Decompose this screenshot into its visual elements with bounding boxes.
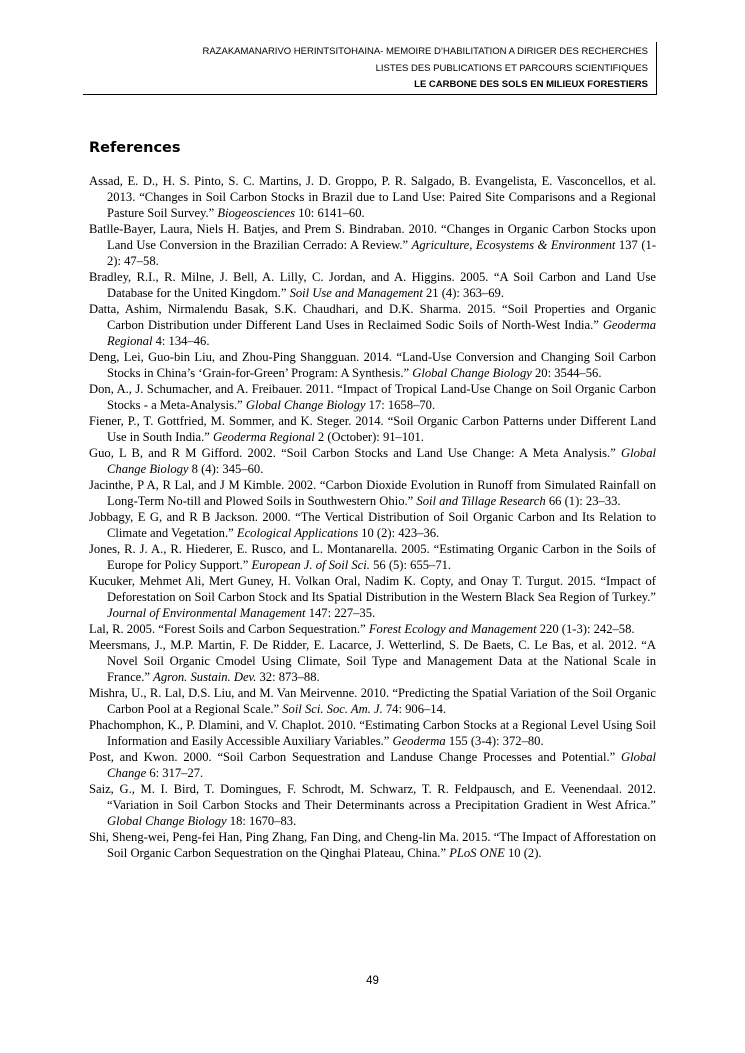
reference-journal: PLoS ONE bbox=[449, 846, 505, 860]
reference-details: 10: 6141–60. bbox=[295, 206, 365, 220]
reference-text: Guo, L B, and R M Gifford. 2002. “Soil Carbon Stocks and Land Use Change: A Meta Analysis.” bbox=[89, 446, 622, 460]
reference-details: 6: 317–27. bbox=[146, 766, 204, 780]
reference-text: Batlle-Bayer, Laura, Niels H. Batjes, and Prem S. Bindraban. 2010. “Changes in Organic Carbon Stocks upon Land Use Conversion in the Brazilian Cerrado: A Review.” bbox=[89, 222, 656, 252]
reference-entry bbox=[89, 301, 656, 349]
reference-entry bbox=[89, 717, 656, 749]
reference-text: Shi, Sheng-wei, Peng-fei Han, Ping Zhang, Fan Ding, and Cheng-lin Ma. 2015. “The Impact of Afforestation on Soil Organic Carbon Sequestration on the Qinghai Plateau, China.” bbox=[89, 830, 656, 860]
reference-journal: Journal of Environmental Management bbox=[107, 606, 306, 620]
reference-text: Datta, Ashim, Nirmalendu Basak, S.K. Chaudhari, and D.K. Sharma. 2015. “Soil Properties and Organic Carbon Distribution under Different Land Uses in Reclaimed Sodic Soils of North-West India.” bbox=[89, 302, 656, 332]
reference-details: 10 (2): 423–36. bbox=[358, 526, 440, 540]
page-number: 49 bbox=[366, 975, 379, 987]
reference-text: Meersmans, J., M.P. Martin, F. De Ridder, E. Lacarce, J. Wetterlind, S. De Baets, C. Le Bas, et al. 2012. “A Novel Soil Organic Cmodel Using Climate, Soil Type and Management Data at the National Scale in France.” bbox=[89, 638, 656, 684]
reference-text: Fiener, P., T. Gottfried, M. Sommer, and K. Steger. 2014. “Soil Organic Carbon Patterns under Different Land Use in South India.” bbox=[89, 414, 656, 444]
reference-text: Kucuker, Mehmet Ali, Mert Guney, H. Volkan Oral, Nadim K. Copty, and Onay T. Turgut. 2015. “Impact of Deforestation on Soil Carbon Stock and Its Spatial Distribution in the Western Black Sea Region of Turkey.” bbox=[89, 574, 656, 604]
reference-entry bbox=[89, 541, 656, 573]
reference-journal: Global Change Biology bbox=[245, 398, 366, 412]
reference-entry bbox=[89, 829, 656, 861]
header-author-line: RAZAKAMANARIVO HERINTSITOHAINA- MEMOIRE D’HABILITATION A DIRIGER DES RECHERCHES bbox=[202, 46, 648, 57]
header-topic-line: LE CARBONE DES SOLS EN MILIEUX FORESTIERS bbox=[414, 79, 648, 90]
reference-text: Assad, E. D., H. S. Pinto, S. C. Martins, J. D. Groppo, P. R. Salgado, B. Evangelista, E. Vasconcellos, et al. 2013. “Changes in Soil Carbon Stocks in Brazil due to Land Use: Paired Site Comparisons and a Regional Pasture Soil Survey.” bbox=[89, 174, 656, 220]
reference-entry bbox=[89, 637, 656, 685]
reference-journal: Global Change Biology bbox=[107, 814, 227, 828]
reference-journal: Agriculture, Ecosystems & Environment bbox=[411, 238, 616, 252]
reference-text: Deng, Lei, Guo-bin Liu, and Zhou-Ping Shangguan. 2014. “Land-Use Conversion and Changing Soil Carbon Stocks in China’s ‘Grain-for-Green’ Program: A Synthesis.” bbox=[89, 350, 656, 380]
reference-details: 18: 1670–83. bbox=[226, 814, 297, 828]
reference-details: 74: 906–14. bbox=[382, 702, 447, 716]
reference-journal: Soil and Tillage Research bbox=[416, 494, 546, 508]
reference-details: 137 (1-2): 47–58. bbox=[107, 238, 657, 268]
reference-text: Jobbagy, E G, and R B Jackson. 2000. “The Vertical Distribution of Soil Organic Carbon and Its Relation to Climate and Vegetation.” bbox=[89, 510, 656, 540]
reference-entry bbox=[89, 173, 656, 221]
reference-journal: Geoderma Regional bbox=[212, 430, 315, 444]
reference-entry bbox=[89, 381, 656, 413]
reference-text: Jones, R. J. A., R. Hiederer, E. Rusco, and L. Montanarella. 2005. “Estimating Organic Carbon in the Soils of Europe for Policy Support.” bbox=[89, 542, 656, 572]
reference-entry bbox=[89, 349, 656, 381]
reference-journal: Geoderma Regional bbox=[107, 318, 656, 348]
reference-text: Don, A., J. Schumacher, and A. Freibauer. 2011. “Impact of Tropical Land-Use Change on Soil Organic Carbon Stocks - a Meta-Analysis.” bbox=[89, 382, 656, 412]
reference-list bbox=[89, 173, 656, 861]
reference-journal: Geoderma bbox=[392, 734, 446, 748]
reference-details: 8 (4): 345–60. bbox=[188, 462, 264, 476]
reference-details: 21 (4): 363–69. bbox=[422, 286, 504, 300]
header-section-line: LISTES DES PUBLICATIONS ET PARCOURS SCIENTIFIQUES bbox=[375, 62, 648, 74]
reference-entry bbox=[89, 749, 656, 781]
page-header bbox=[83, 42, 657, 95]
reference-journal: Soil Sci. Soc. Am. J. bbox=[282, 702, 383, 716]
reference-details: 155 (3-4): 372–80. bbox=[445, 734, 544, 748]
reference-journal: Biogeosciences bbox=[217, 206, 296, 220]
reference-details: 4: 134–46. bbox=[152, 334, 210, 348]
reference-entry bbox=[89, 269, 656, 301]
reference-details: 32: 873–88. bbox=[256, 670, 320, 684]
reference-journal: Soil Use and Management bbox=[289, 286, 423, 300]
reference-entry bbox=[89, 621, 656, 637]
reference-details: 17: 1658–70. bbox=[365, 398, 436, 412]
reference-details: 66 (1): 23–33. bbox=[545, 494, 621, 508]
reference-entry bbox=[89, 477, 656, 509]
reference-text: Post, and Kwon. 2000. “Soil Carbon Sequestration and Landuse Change Processes and Potential.” bbox=[89, 750, 622, 764]
reference-entry bbox=[89, 413, 656, 445]
reference-details: 10 (2). bbox=[504, 846, 542, 860]
reference-journal: Forest Ecology and Management bbox=[368, 622, 537, 636]
reference-details: 147: 227–35. bbox=[305, 606, 376, 620]
reference-entry bbox=[89, 509, 656, 541]
reference-text: Saiz, G., M. I. Bird, T. Domingues, F. Schrodt, M. Schwarz, T. R. Feldpausch, and E. Veenendaal. 2012. “Variation in Soil Carbon Stocks and Their Determinants across a Precipitation Gradient in West Africa.” bbox=[89, 782, 656, 812]
reference-text: Mishra, U., R. Lal, D.S. Liu, and M. Van Meirvenne. 2010. “Predicting the Spatial Variation of the Soil Organic Carbon Pool at a Regional Scale.” bbox=[89, 686, 656, 716]
reference-details: 20: 3544–56. bbox=[531, 366, 602, 380]
reference-text: Jacinthe, P A, R Lal, and J M Kimble. 2002. “Carbon Dioxide Evolution in Runoff from Simulated Rainfall on Long-Term No-till and Plowed Soils in Southwestern Ohio.” bbox=[89, 478, 656, 508]
reference-journal: Ecological Applications bbox=[236, 526, 359, 540]
reference-journal: Agron. Sustain. Dev. bbox=[153, 670, 257, 684]
reference-entry bbox=[89, 781, 656, 829]
reference-text: Lal, R. 2005. “Forest Soils and Carbon Sequestration.” bbox=[89, 622, 369, 636]
reference-journal: Global Change Biology bbox=[412, 366, 532, 380]
reference-text: Phachomphon, K., P. Dlamini, and V. Chaplot. 2010. “Estimating Carbon Stocks at a Regional Level Using Soil Information and Easily Accessible Auxiliary Variables.” bbox=[89, 718, 656, 748]
reference-details: 220 (1-3): 242–58. bbox=[536, 622, 635, 636]
reference-journal: Global Change bbox=[107, 750, 656, 780]
reference-text: Bradley, R.I., R. Milne, J. Bell, A. Lilly, C. Jordan, and A. Higgins. 2005. “A Soil Carbon and Land Use Database for the United Kingdom.” bbox=[89, 270, 656, 300]
reference-details: 56 (5): 655–71. bbox=[369, 558, 452, 572]
reference-entry bbox=[89, 221, 656, 269]
reference-entry bbox=[89, 685, 656, 717]
reference-details: 2 (October): 91–101. bbox=[314, 430, 424, 444]
reference-journal: Global Change Biology bbox=[107, 446, 656, 476]
reference-entry bbox=[89, 573, 656, 621]
reference-entry bbox=[89, 445, 656, 477]
reference-journal: European J. of Soil Sci. bbox=[251, 558, 370, 572]
section-title: References bbox=[89, 140, 181, 156]
